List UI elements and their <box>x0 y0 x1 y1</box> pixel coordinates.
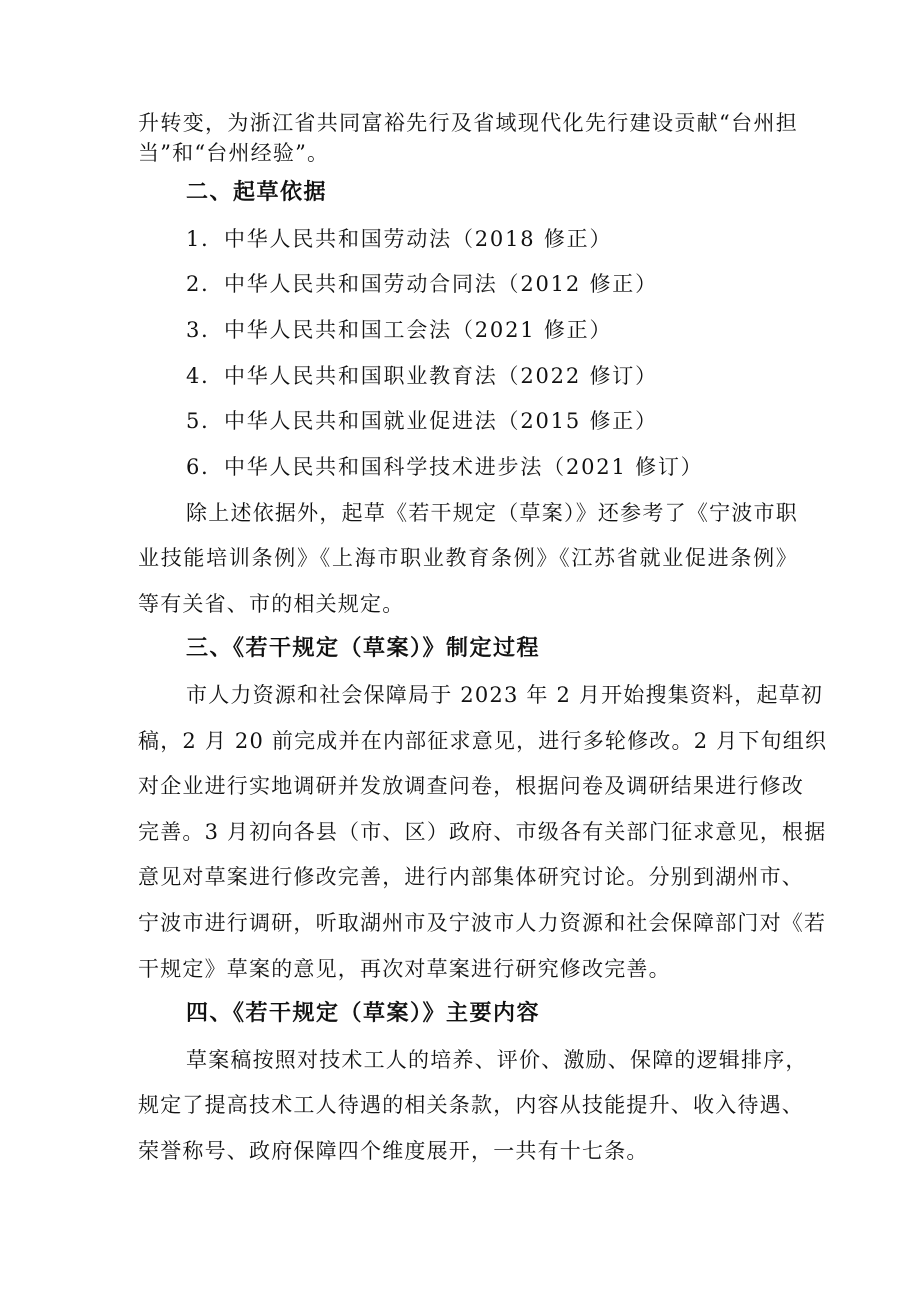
content-line-1: 草案稿按照对技术工人的培养、评价、激励、保障的逻辑排序， <box>186 1048 808 1072</box>
section-4-heading: 四、《若干规定（草案）》主要内容 <box>186 1001 541 1026</box>
legal-basis-item-3: 3．中华人民共和国工会法（2021 修正） <box>186 318 613 342</box>
content-line-3: 荣誉称号、政府保障四个维度展开，一共有十七条。 <box>138 1139 649 1163</box>
legal-basis-item-2: 2．中华人民共和国劳动合同法（2012 修正） <box>186 272 658 296</box>
legal-basis-item-1: 1．中华人民共和国劳动法（2018 修正） <box>186 227 613 251</box>
process-line-4: 完善。3 月初向各县（市、区）政府、市级各有关部门征求意见，根据 <box>138 820 827 844</box>
reference-note-line-2: 业技能培训条例》《上海市职业教育条例》《江苏省就业促进条例》 <box>138 546 798 570</box>
intro-line-1: 升转变，为浙江省共同富裕先行及省域现代化先行建设贡献“台州担 <box>138 111 798 135</box>
process-line-1: 市人力资源和社会保障局于 2023 年 2 月开始搜集资料，起草初 <box>186 683 824 707</box>
legal-basis-item-6: 6．中华人民共和国科学技术进步法（2021 修订） <box>186 455 704 479</box>
process-line-6: 宁波市进行调研，听取湖州市及宁波市人力资源和社会保障部门对《若 <box>138 911 827 935</box>
process-line-7: 干规定》草案的意见，再次对草案进行研究修改完善。 <box>138 957 671 981</box>
section-2-heading: 二、起草依据 <box>186 180 328 205</box>
process-line-3: 对企业进行实地调研并发放调查问卷，根据问卷及调研结果进行修改 <box>138 774 804 798</box>
intro-line-2: 当”和“台州经验”。 <box>138 141 330 165</box>
reference-note-line-1: 除上述依据外，起草《若干规定（草案）》还参考了《宁波市职 <box>186 501 798 525</box>
process-line-5: 意见对草案进行修改完善，进行内部集体研究讨论。分别到湖州市、 <box>138 865 804 889</box>
reference-note-line-3: 等有关省、市的相关规定。 <box>138 592 405 616</box>
legal-basis-item-4: 4．中华人民共和国职业教育法（2022 修订） <box>186 364 658 388</box>
content-line-2: 规定了提高技术工人待遇的相关条款，内容从技能提升、收入待遇、 <box>138 1093 804 1117</box>
legal-basis-item-5: 5．中华人民共和国就业促进法（2015 修正） <box>186 409 658 433</box>
section-3-heading: 三、《若干规定（草案）》制定过程 <box>186 636 541 661</box>
process-line-2: 稿，2 月 20 前完成并在内部征求意见，进行多轮修改。2 月下旬组织 <box>138 729 828 753</box>
